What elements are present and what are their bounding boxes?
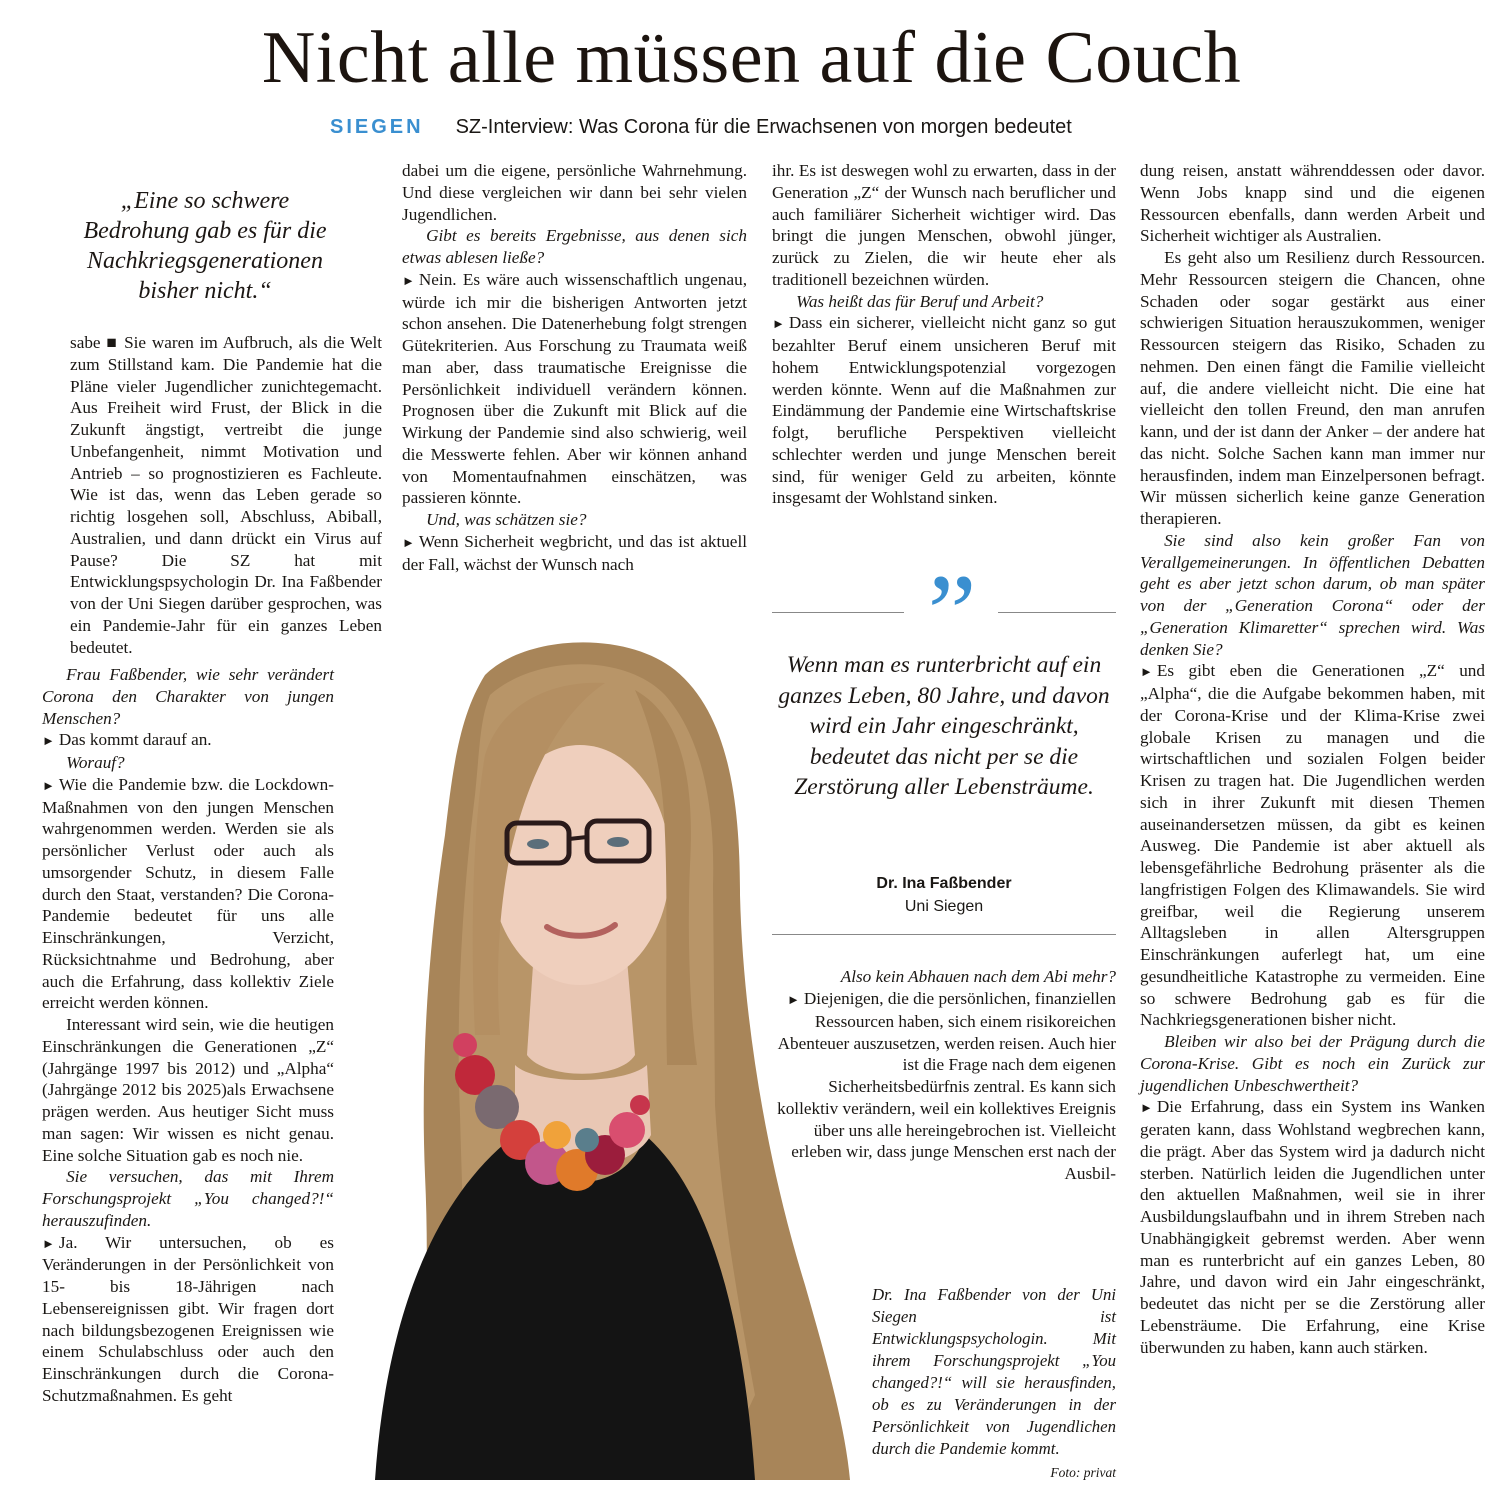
column-1-bottom — [42, 664, 334, 1407]
intro-text: Sie waren im Aufbruch, als die Welt zum Stillstand kam. Die Pandemie hat die Pläne vieler Jugendlicher zunichtegemacht. Aus Freiheit wird Frust, der Blick in die Zukunft ängstigt, vertreibt die junge Unbefangenheit, nimmt Motivation und Antrieb – so prognostizieren es Fachleute. Wie ist das, wenn das Leben gerade so richtig losgehen soll, Abschluss, Abiball, Australien, und dann drückt ein Virus auf Pause? Die SZ hat mit Entwicklungspsychologin Dr. Ina Faßbender von der Uni Siegen darüber gesprochen, was ein Pandemie-Jahr für ein ganzes Leben bedeutet. — [70, 333, 383, 657]
paragraph: ihr. Es ist deswegen wohl zu erwarten, dass in der Generation „Z“ der Wunsch nach beruflicher und auch familiärer Sicherheit wichtiger wird. Das bringt die jungen Menschen, obwohl jünger, zurück zu Zielen, die wir heute eher als traditionell bezeichnen würden. — [772, 161, 1116, 289]
quote-decoration — [772, 552, 1116, 674]
answer-marker-icon: ► — [42, 1235, 55, 1251]
quote-author-name: Dr. Ina Faßbender — [876, 875, 1012, 892]
question: Frau Faßbender, wie sehr verändert Corona den Charakter von jungen Menschen? — [42, 665, 334, 728]
column-3-middle — [772, 966, 1116, 988]
column-2 — [402, 160, 747, 575]
quote-mark-icon: ” — [927, 552, 977, 674]
answer: ► Dass ein sicherer, vielleicht nicht ganz so gut bezahlter Beruf einem unsicheren Beruf mit hohem Entwicklungspotenzial vorgezogen werden könnte. Wenn auf die Maßnahmen zur Eindämmung der Pandemie eine Wirtschaftskrise folgt, berufliche Perspektiven vielleicht schlechter werden und junge Menschen bereit sind, für weniger Geld zu arbeiten, könnte insgesamt der Wohlstand sinken. — [772, 313, 1116, 508]
question: Sie sind also kein großer Fan von Verallgemeinerungen. In öffentlichen Debatten geht es aber jetzt schon darum, ob man später von der „Generation Corona“ oder der „Generation Klimaretter“ sprechen wird. Was denken Sie? — [1140, 530, 1485, 659]
column-3-answer — [772, 988, 1116, 1185]
answer-marker-icon: ► — [42, 777, 55, 793]
divider — [772, 934, 1116, 935]
question: Was heißt das für Beruf und Arbeit? — [796, 291, 1044, 311]
answer-marker-icon: ► — [787, 992, 800, 1007]
answer: ► Das kommt darauf an. — [42, 730, 212, 750]
answer-marker-icon: ► — [1140, 1100, 1153, 1116]
pull-quote: „Eine so schwere Bedrohung gab es für die Nachkriegsgenerationen bisher nicht.“ — [83, 188, 327, 304]
answer-marker-icon: ► — [1140, 664, 1153, 680]
answer: ► Diejenigen, die die persönlichen, finanziellen Ressourcen haben, sich einem risikoreichen Abenteuer auszusetzen, werden reisen. Auch hier ist die Frage nach dem eigenen Sicherheitsbedürfnis zentral. Es kann sich kollektiv verändern, weil ein kollektives Ereignis über uns alle hereingebrochen ist. Vielleicht erleben wir, dass junge Menschen erst nach der Ausbil- — [777, 989, 1116, 1183]
column-1-top — [70, 332, 382, 658]
subheadline-row — [330, 116, 1072, 146]
paragraph: Es geht also um Resilienz durch Ressourcen. Mehr Ressourcen steigern die Chancen, ohne Schaden oder sogar gestärkt aus einer schwierigen Situation herauszukommen, weniger Ressourcen steigern das Risiko, Schaden zu nehmen. Den einen fängt die Familie vielleicht auf, die andere vielleicht nicht. Die eine hat vielleicht den tollen Freund, den man anrufen kann, und der ist dann der Anker – der andere hat das nicht. Solche Sachen kann man immer nur herausfinden, indem man Einzelpersonen befragt. Wir müssen sicherlich keine ganze Generation therapieren. — [1140, 248, 1485, 528]
answer: ► Wie die Pandemie bzw. die Lockdown-Maßnahmen von den jungen Menschen wahrgenommen werden. Werden sie als persönlicher Verlust oder auch als umsorgender Schutz, in diesem Falle durch den Staat, verstanden? Die Corona-Pandemie bedeutet für uns alle Einschränkungen, Verzicht, Rücksichtnahme und Bedrohung, aber auch die Erfahrung, dass kollektiv Ziele erreicht werden können. — [42, 774, 334, 1013]
column-4 — [1140, 160, 1485, 1358]
answer-marker-icon: ► — [772, 316, 785, 332]
answer: ► Ja. Wir untersuchen, ob es Veränderungen in der Persönlichkeit von 15- bis 18-Jährigen nach Lebensereignissen gibt. Wir fragen dort nach bildungsbezogenen Ereignissen wie einem Schulabschluss oder auch den Einschränkungen durch die Corona-Schutzmaßnahmen. Es geht — [42, 1232, 334, 1405]
answer-marker-icon: ► — [42, 733, 55, 749]
author-tag: sabe ■ — [70, 333, 119, 352]
highlight-quote: Wenn man es runterbricht auf ein ganzes Leben, 80 Jahre, und davon wird ein Jahr eingeschränkt, bedeutet das nicht per se die Zerstörung aller Lebensträume. — [778, 652, 1110, 800]
headline: Nicht alle müssen auf die Couch — [261, 17, 1242, 99]
photo-credit: Foto: privat — [1050, 1465, 1116, 1480]
question: Sie versuchen, das mit Ihrem Forschungsprojekt „You changed?!“ herauszufinden. — [42, 1167, 334, 1230]
paragraph: dabei um die eigene, persönliche Wahrnehmung. Und diese vergleichen wir dann bei sehr vielen Jugendlichen. — [402, 161, 747, 224]
question: Worauf? — [66, 753, 125, 772]
answer-marker-icon: ► — [402, 534, 415, 550]
question: Also kein Abhauen nach dem Abi mehr? — [840, 967, 1116, 986]
location-kicker: SIEGEN — [330, 116, 424, 138]
column-3-top — [772, 160, 1116, 509]
question: Bleiben wir also bei der Prägung durch die Corona-Krise. Gibt es noch ein Zurück zur jugendlichen Unbeschwertheit? — [1140, 1032, 1485, 1095]
answer: ► Die Erfahrung, dass ein System ins Wanken geraten kann, dass Wohlstand wegbrechen kann, die prägt. Aber das System wird ja dadurch nicht sterben. Natürlich leiden die Jugendlichen unter den aktuellen Maßnahmen, weil sie in ihrer Ausbildungslaufbahn und in ihrem Streben nach Unabhängigkeit gebremst werden. Aber wenn man es runterbricht auf ein ganzes Leben, 80 Jahre, und davon wird ein Jahr eingeschränkt, bedeutet das nicht per se die Zerstörung aller Lebensträume. Die Erfahrung, eine Krise überwunden zu haben, kann auch stärken. — [1140, 1097, 1485, 1357]
caption-text: Dr. Ina Faßbender von der Uni Siegen ist Entwicklungspsychologin. Mit ihrem Forschungsprojekt „You changed?!“ will sie herausfinden, ob es zu Veränderungen in der Persönlichkeit von Jugendlichen durch die Pandemie kommt. — [872, 1285, 1116, 1458]
quote-author-affiliation: Uni Siegen — [904, 898, 984, 915]
photo-caption — [872, 1284, 1116, 1484]
question: Gibt es bereits Ergebnisse, aus denen sich etwas ablesen ließe? — [402, 226, 747, 267]
answer: ► Es gibt eben die Generationen „Z“ und „Alpha“, die die Aufgabe bekommen haben, mit der Corona-Krise und der Klima-Krise zwei globale Krisen zu managen und die wirtschaftlichen und sozialen Folgen beider Krisen zu tragen hat. Die Jugendlichen werden sich in ihrer Zukunft mit diesen Themen auseinandersetzen müssen, da gibt es keinen Ausweg. Die Pandemie ist aber aktuell als lebensgefährliche Bedrohung präsenter als die langfristigen Folgen des Klimawandels. Sie wird greifbar, weil die Regierung unserem Alltagsleben in allen Altersgruppen Einschränkungen auferlegt hat, um eine gesundheitliche Katastrophe zu vermeiden. Eine so schwere Bedrohung gab es für die Nachkriegsgenerationen bisher nicht. — [1140, 661, 1485, 1030]
subheadline: SZ-Interview: Was Corona für die Erwachsenen von morgen bedeutet — [455, 116, 1072, 138]
paragraph: dung reisen, anstatt währenddessen oder davor. Wenn Jobs knapp sind und die eigenen Ressourcen ebenfalls, dann werden Arbeit und Sicherheit wichtiger als Australien. — [1140, 161, 1485, 246]
answer-marker-icon: ► — [402, 272, 415, 288]
paragraph: Interessant wird sein, wie die heutigen Einschränkungen die Generationen „Z“ (Jahrgänge 1997 bis 2012) und „Alpha“ (Jahrgänge 2012 bis 2025)als Erwachsene prägen werden. Aus heutiger Sicht muss man sagen: Wir wissen es nicht genau. Eine solche Situation gab es noch nie. — [42, 1015, 334, 1165]
question: Und, was schätzen sie? — [426, 510, 587, 529]
answer: ► Nein. Es wäre auch wissenschaftlich ungenau, würde ich mir die bisherigen Antworten jetzt schon ansehen. Die Datenerhebung folgt strengen Gütekriterien. Aus Forschung zu Traumata weiß man aber, dass traumatische Ereignisse die Persönlichkeit individuell verändern können. Prognosen über die Zukunft mit Blick auf die Wirkung der Pandemie sind also schwierig, weil die Messwerte fehlen. Aber wir können anhand von Momentaufnahmen einschätzen, was passieren könnte. — [402, 269, 747, 508]
answer: ► Wenn Sicherheit wegbricht, und das ist aktuell der Fall, wächst der Wunsch nach — [402, 531, 747, 574]
